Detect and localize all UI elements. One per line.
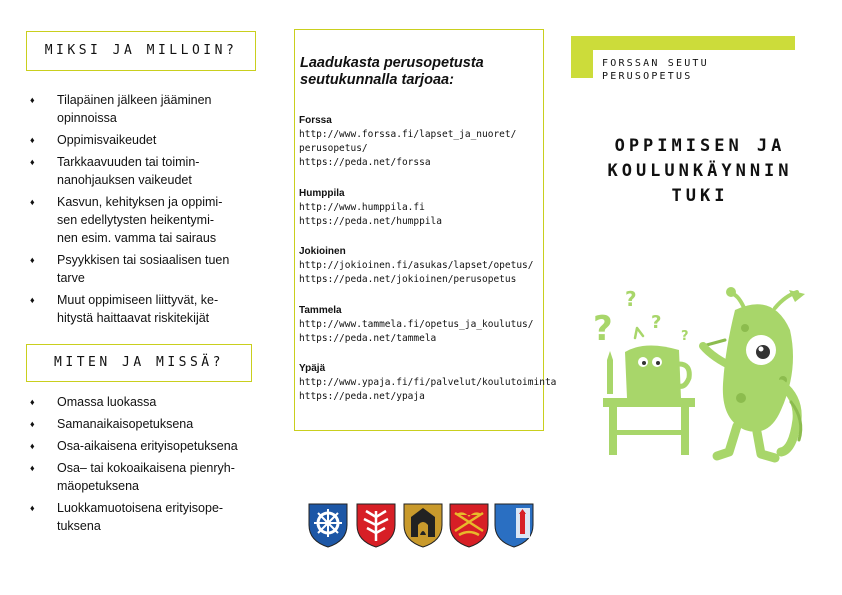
links-title: Laadukasta perusopetusta seutukunnalla tarjoaa:	[300, 55, 484, 88]
title-line3: TUKI	[671, 186, 729, 206]
town-links[interactable]: http://www.forssa.fi/lapset_ja_nuoret/ perusopetus/ https://peda.net/forssa	[299, 129, 517, 168]
list-item: ♦ Osa– tai kokoaikaisena pienryh- mäopetuksena	[30, 459, 270, 495]
town-tammela	[299, 304, 543, 346]
town-ypaja	[299, 362, 557, 404]
town-links[interactable]: http://jokioinen.fi/asukas/lapset/opetus/ https://peda.net/jokioinen/perusopetus	[299, 260, 534, 285]
town-name: Humppila	[299, 188, 345, 199]
list-item: ♦ Tilapäinen jälkeen jääminen opinnoissa	[30, 91, 270, 127]
tammela-crest-icon	[449, 503, 489, 548]
brochure-title	[575, 134, 825, 209]
jokioinen-crest-icon	[403, 503, 443, 548]
list-item: ♦ Omassa luokassa	[30, 393, 270, 411]
town-name: Tammela	[299, 305, 342, 316]
town-humppila	[299, 187, 543, 229]
ypaja-crest-icon	[494, 503, 534, 548]
humppila-crest-icon	[356, 503, 396, 548]
region-line1: FORSSAN SEUTU	[602, 58, 709, 69]
heading-why-when-text: MIKSI JA MILLOIN?	[44, 43, 238, 58]
svg-text:?: ?	[593, 309, 613, 349]
support-forms-list	[30, 393, 270, 539]
town-name: Jokioinen	[299, 246, 346, 257]
town-links[interactable]: http://www.humppila.fi https://peda.net/humppila	[299, 202, 442, 227]
svg-text:?: ?	[681, 329, 689, 344]
town-name: Forssa	[299, 115, 332, 126]
region-label	[602, 57, 709, 83]
forssa-crest-icon	[308, 503, 348, 548]
town-links[interactable]: http://www.tammela.fi/opetus_ja_koulutus/ https://peda.net/tammela	[299, 319, 534, 344]
reasons-list	[30, 91, 270, 331]
heading-how-where-text: MITEN JA MISSÄ?	[54, 355, 224, 370]
title-line2: KOULUNKÄYNNIN	[607, 161, 793, 181]
list-item: ♦ Osa-aikaisena erityisopetuksena	[30, 437, 270, 455]
region-line2: PERUSOPETUS	[602, 71, 693, 82]
title-line1: OPPIMISEN JA	[614, 136, 786, 156]
svg-text:?: ?	[625, 287, 637, 311]
list-item: ♦ Oppimisvaikeudet	[30, 131, 270, 149]
town-forssa	[299, 114, 543, 170]
list-item: ♦ Luokkamuotoisena erityisope- tuksena	[30, 499, 270, 535]
town-jokioinen	[299, 245, 543, 287]
accent-bar	[571, 36, 795, 50]
list-item: ♦ Muut oppimiseen liittyvät, ke- hitystä haittaavat riskitekijät	[30, 291, 270, 327]
svg-text:?: ?	[651, 312, 662, 333]
school-monsters-illustration	[585, 280, 820, 465]
list-item: ♦ Kasvun, kehityksen ja oppimi- sen edellytysten heikentymi- nen esim. vamma tai sairaus	[30, 193, 270, 247]
accent-bar-vertical	[571, 36, 593, 78]
heading-how-where	[26, 344, 252, 382]
list-item: ♦ Tarkkaavuuden tai toimin- nanohjauksen vaikeudet	[30, 153, 270, 189]
municipality-links-box	[294, 29, 557, 431]
heading-why-when	[26, 31, 256, 71]
list-item: ♦ Psyykkisen tai sosiaalisen tuen tarve	[30, 251, 270, 287]
town-name: Ypäjä	[299, 363, 326, 374]
town-links[interactable]: http://www.ypaja.fi/fi/palvelut/koulutoiminta https://peda.net/ypaja	[299, 377, 557, 402]
list-item: ♦ Samanaikaisopetuksena	[30, 415, 270, 433]
